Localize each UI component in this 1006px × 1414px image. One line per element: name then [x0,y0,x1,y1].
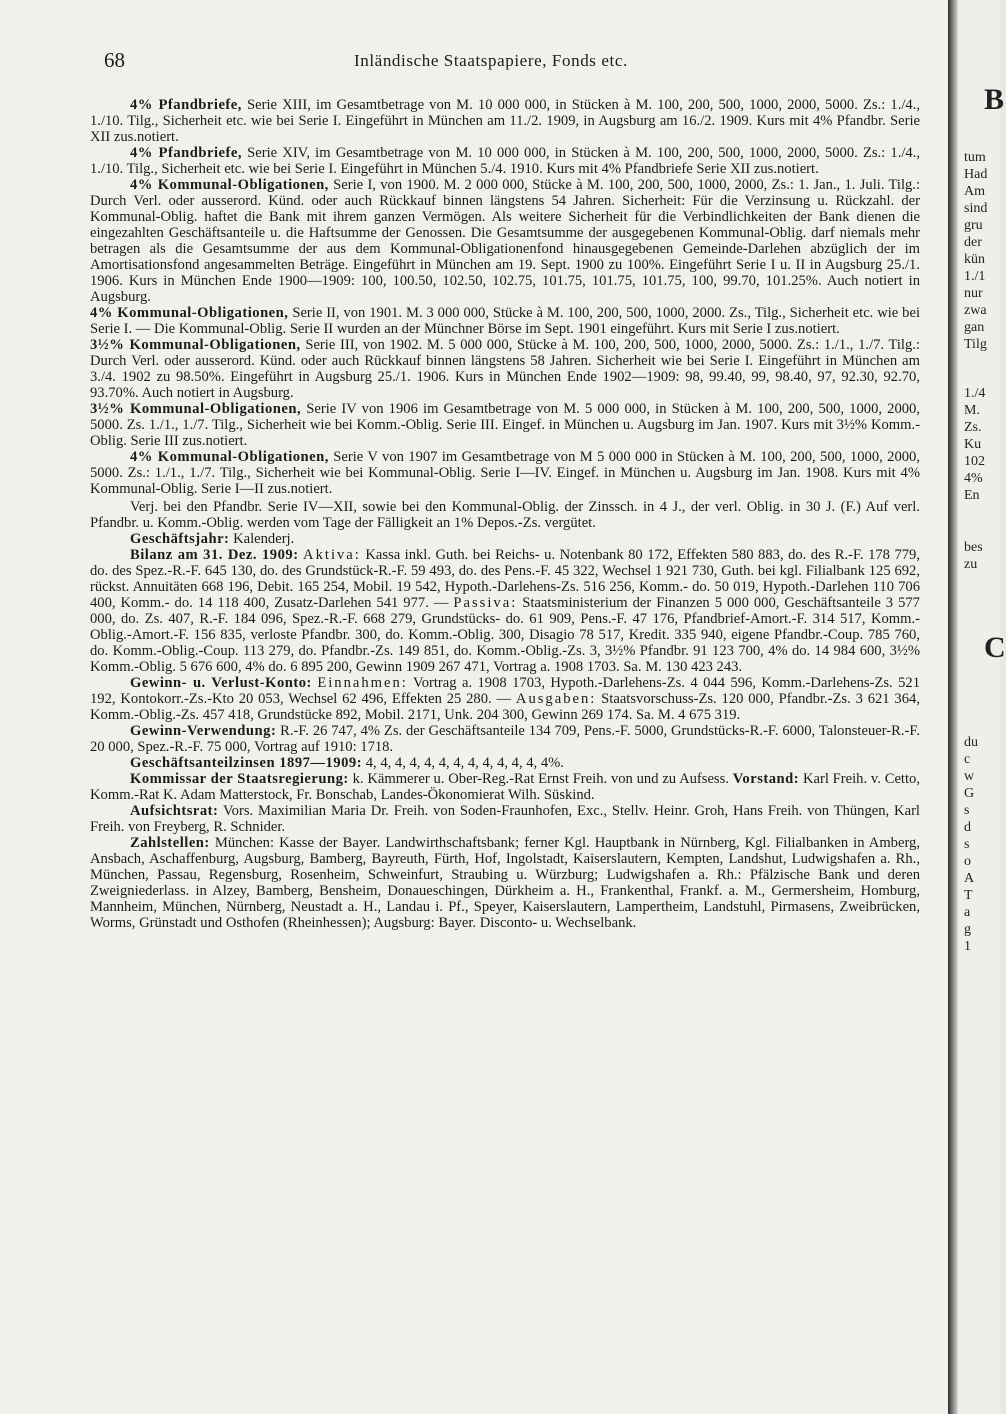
edge-fragment: 1./4 [964,386,986,401]
edge-fragment: w [964,769,975,784]
section-heading: Geschäftsjahr: [130,531,230,547]
edge-fragment: zwa [964,303,987,318]
zahlstellen-paragraph [90,835,920,931]
edge-fragment: zu [964,557,978,572]
section-heading: Aufsichtsrat: [130,803,219,819]
entry-text: Serie II, von 1901. M. 3 000 000, Stücke à M. 100, 200, 500, 1000, 2000. Zs., Tilg., Sicherheit etc. wie bei Serie I. — Die Kommunal-Oblig. Serie II wurden an der Münchner Börse im Sept. 1901 eingeführt. Kurs mit Serie I zus.notiert. [90,305,920,337]
section-heading: Gewinn-Verwendung: [130,723,277,739]
entry-kommunal-ii [90,305,920,337]
section-text: k. Kämmerer u. Ober-Reg.-Rat Ernst Freih. von und zu Aufsess. [352,771,729,787]
geschaeftsjahr-paragraph [90,531,920,547]
page-title: Inländische Staatspapiere, Fonds etc. [354,51,628,70]
edge-fragment: d [964,820,971,835]
edge-fragment: En [964,488,980,503]
verjaehrung-paragraph: Verj. bei den Pfandbr. Serie IV—XII, sowie bei den Kommunal-Oblig. der Zinssch. in 4 J., der verl. Oblig. in 30 J. (F.) Auf verl. Pfandbr. u. Komm.-Oblig. werden vom Tage der Fälligkeit an 1% Depos.-Zs. vergütet. [90,499,920,531]
gewinn-verwendung-paragraph [90,723,920,755]
geschaeftsanteilzinsen-paragraph [90,755,920,771]
edge-fragment: 1./1 [964,269,986,284]
section-heading: Geschäftsanteilzinsen 1897—1909: [130,755,363,771]
document-body [90,97,920,931]
entry-heading: 4% Kommunal-Obligationen, [130,177,329,193]
edge-fragment: Tilg [964,337,987,352]
edge-fragment: M. [964,403,980,418]
section-text: Vors. Maximilian Maria Dr. Freih. von Soden-Fraunhofen, Exc., Stellv. Heinr. Groh, Hans Freih. von Thüngen, Karl Freih. von Freyberg, R. Schnider. [90,803,920,835]
ausgaben-text: Staatsvorschuss-Zs. 120 000, Pfandbr.-Zs. 3 621 364, Komm.-Oblig.-Zs. 457 418, Grundstücke 892, Mobil. 2171, Unk. 204 300, Gewinn 269 174. Sa. M. 4 675 319. [90,691,920,723]
section-heading: Kommissar der Staatsregierung: [130,771,349,787]
passiva-label: Passiva: [453,595,518,611]
edge-fragment: 4% [964,471,983,486]
edge-fragment: der [964,235,982,250]
entry-kommunal-iv [90,401,920,449]
vorstand-text: Karl Freih. v. Cetto, Komm.-Rat K. Adam Matterstock, Fr. Bonschab, Landes-Ökonomierat Wilh. Süskind. [90,771,920,803]
entry-text: Serie V von 1907 im Gesamtbetrage von M 5 000 000 in Stücken à M. 100, 200, 500, 1000, 2000, 5000. Zs.: 1./1., 1./7. Tilg., Sicherheit wie bei Kommunal-Oblig. Serie I—IV. Eingef. in München u. Augsburg im Jan. 1908. Kurs mit 4% Kommunal-Oblig. Serie I—II zus.notiert. [90,449,920,497]
edge-fragment: B [984,83,1005,116]
edge-fragment: Am [964,184,985,199]
adjacent-page-edge [958,0,1006,1414]
entry-text: Serie IV von 1906 im Gesamtbetrage von M. 5 000 000, in Stücken à M. 100, 200, 500, 1000, 2000, 5000. Zs. 1./1., 1./7. Tilg., Sicherheit wie bei Komm.-Oblig. Serie III. Eingef. in München u. Augsburg im Jan. 1907. Kurs mit 3½% Komm.-Oblig. Serie III zus.notiert. [90,401,920,449]
edge-fragment: Zs. [964,420,982,435]
entry-pfandbriefe-xiii [90,97,920,145]
entry-kommunal-i [90,177,920,305]
entry-heading: 3½% Kommunal-Obligationen, [90,337,301,353]
entry-kommunal-iii [90,337,920,401]
section-text: Kalenderj. [233,531,295,547]
section-heading: Gewinn- u. Verlust-Konto: [130,675,312,691]
entry-heading: 4% Kommunal-Obligationen, [130,449,329,465]
page-number: 68 [104,48,125,72]
edge-fragment: s [964,837,970,852]
entry-heading: 4% Pfandbriefe, [130,145,242,161]
section-heading: Bilanz am 31. Dez. 1909: [130,547,299,563]
ausgaben-label: Ausgaben: [515,691,597,707]
aktiva-text: Kassa inkl. Guth. bei Reichs- u. Notenbank 80 172, Effekten 580 883, do. des R.-F. 178 779, do. des Spez.-R.-F. 645 130, do. des Grundstück-R.-F. 59 493, do. des Pens.-F. 45 322, Wechsel 1 921 730, Guth. bei kgl. Filialbank 125 692, rückst. Annuitäten 668 196, Debit. 165 254, Mobil. 19 542, Hypoth.-Darlehens-Zs. 516 256, Komm.- do. 50 019, Hypoth.-Darlehen 110 706 400, Komm.- do. 14 118 400, Zusatz-Darlehen 541 977. — [90,547,920,611]
bilanz-paragraph [90,547,920,675]
entry-heading: 3½% Kommunal-Obligationen, [90,401,302,417]
edge-fragment: C [984,631,1006,664]
passiva-text: Staatsministerium der Finanzen 5 000 000, Geschäftsanteile 3 577 000, do. Zs. 407, R.-F. 184 096, Spez.-R.-F. 668 279, Grundstücks- do. 61 909, Pens.-F. 47 176, Pfandbrief-Amort.-F. 314 517, Komm.-Oblig.-Amort.-F. 156 835, verloste Pfandbr. 300, do. Komm.-Oblig. 300, Disagio 78 517, Kredit. 335 940, eigene Pfandbr.-Coup. 785 760, do. Komm.-Oblig.-Coup. 113 279, do. Pfandbr.-Zs. 149 851, do. Komm.-Oblig.-Zs. 3, 3½% Pfandbr. 91 123 700, 4% do. 14 984 600, 3½% Komm.-Oblig. 5 676 600, 4% do. 6 895 200, Gewinn 1909 267 471, Vortrag a. 1908 1703. Sa. M. 130 423 243. [90,595,920,675]
edge-fragment: o [964,854,971,869]
entry-text: Serie XIV, im Gesamtbetrage von M. 10 000 000, in Stücken à M. 100, 200, 500, 1000, 2000, 5000. Zs.: 1./4., 1./10. Tilg., Sicherheit etc. wie bei Serie I. Eingeführt in München 5./4. 1910. Kurs mit 4% Pfandbriefe Serie XII zus.notiert. [90,145,920,177]
entry-text: Serie III, von 1902. M. 5 000 000, Stücke à M. 100, 200, 500, 1000, 2000, 5000. Zs.: 1./1., 1./7. Tilg.: Durch Verl. oder ausserord. Künd. oder auch Rückkauf binnen längstens 58 Jahren. Sicherheit wie bei Serie I. Eingeführt in München am 3./4. 1902 zu 98.50%. Eingeführt in Augsburg 25./1. 1906. Kurs in München Ende 1902—1909: 98, 99.40, 99, 98.40, 97, 92.30, 92.70, 93.70%. Auch notiert in Augsburg. [90,337,920,401]
section-text: 4, 4, 4, 4, 4, 4, 4, 4, 4, 4, 4, 4, 4%. [365,755,564,771]
edge-fragment: g [964,922,971,937]
edge-fragment: Ku [964,437,982,452]
entry-heading: 4% Kommunal-Obligationen, [90,305,289,321]
edge-fragment: G [964,786,975,801]
edge-fragment: A [964,871,975,886]
edge-fragment: nur [964,286,983,301]
book-gutter [948,0,958,1414]
edge-fragment: Had [964,167,988,182]
entry-heading: 4% Pfandbriefe, [130,97,242,113]
vorstand-heading: Vorstand: [732,771,800,787]
edge-fragment: gru [964,218,983,233]
edge-fragment: sind [964,201,988,216]
edge-fragment: 102 [964,454,985,469]
edge-fragment: 1 [964,939,971,954]
section-text: München: Kasse der Bayer. Landwirthschaftsbank; ferner Kgl. Hauptbank in Nürnberg, Kgl. Filialbanken in Amberg, Ansbach, Aschaffenburg, Augsburg, Bamberg, Bayreuth, Fürth, Hof, Ingolstadt, Kaiserslautern, Kempten, Landshut, Ludwigshafen a. Rh., München, Passau, Regensburg, Rosenheim, Schweinfurt, Straubing u. Würzburg; Ludwigshafen a. Rh.: Pfälzische Bank und deren Zweigniederlass. in Alzey, Bamberg, Bensheim, Donaueschingen, Dürkheim a. H., Frankenthal, Frankf. a. M., Germersheim, Homburg, Mannheim, München, Nürnberg, Neustadt a. H., Landau i. Pf., Speyer, Kaiserslautern, Lampertheim, Landstuhl, Pirmasens, Zweibrücken, Worms, Grünstadt und Osthofen (Rheinhessen); Augsburg: Bayer. Disconto- u. Wechselbank. [90,835,920,931]
edge-fragment: gan [964,320,985,335]
edge-fragment: kün [964,252,985,267]
kommissar-paragraph [90,771,920,803]
einnahmen-text: Vortrag a. 1908 1703, Hypoth.-Darlehens-Zs. 4 044 596, Komm.-Darlehens-Zs. 521 192, Kontokorr.-Zs.-Kto 20 053, Wechsel 62 496, Effekten 25 280. — [90,675,921,707]
edge-fragment: s [964,803,970,818]
einnahmen-label: Einnahmen: [317,675,408,691]
edge-fragment: a [964,905,971,920]
entry-text: Serie XIII, im Gesamtbetrage von M. 10 000 000, in Stücken à M. 100, 200, 500, 1000, 2000, 5000. Zs.: 1./4., 1./10. Tilg., Sicherheit etc. wie bei Serie I. Eingeführt in München am 11./2. 1909, in Augsburg am 16./2. 1909. Kurs mit 4% Pfandbr. Serie XII zus.notiert. [90,97,920,145]
section-heading: Zahlstellen: [130,835,210,851]
gewinn-verlust-paragraph [90,675,920,723]
page-header [104,48,924,78]
entry-text: Serie I, von 1900. M. 2 000 000, Stücke à M. 100, 200, 500, 1000, 2000, Zs.: 1. Jan., 1. Juli. Tilg.: Durch Verl. oder ausserord. Künd. oder auch Rückkauf binnen längstens 54 Jahren. Sicherheit: Für die Verzinsung u. Rückzahl. der Kommunal-Oblig. haftet die Bank mit ihrem ganzen Vermögen. Als weitere Sicherheit für die Verbindlichkeiten der Bank dienen die eingezahlten Geschäftsanteile u. die Haftsumme der Genossen. Die Gesamtsumme der ausgegebenen Kommunal-Oblig. darf niemals mehr betragen als die Gesamtsumme der aus dem Kommunal-Obligationenfond hinausgegebenen Gemeinde-Darlehen abzüglich der im Amortisationsfond angesammelten Beträge. Eingeführt in München am 19. Sept. 1900 zu 100%. Eingeführt Serie I u. II in Augsburg 25./1. 1906. Kurs in München Ende 1900—1909: 100, 100.50, 102.50, 102.75, 101.75, 101.75, 101.75, 100, 99.70, 101.25%. Auch notiert in Augsburg. [90,177,921,305]
section-text: R.-F. 26 747, 4% Zs. der Geschäftsanteile 134 709, Pens.-F. 5000, Grundstücks-R.-F. 6000, Talonsteuer-R.-F. 20 000, Spez.-R.-F. 75 000, Vortrag auf 1910: 1718. [90,723,920,755]
edge-fragment: tum [964,150,986,165]
edge-fragment: du [964,735,978,750]
aktiva-label: Aktiva: [303,547,361,563]
edge-fragment: bes [964,540,983,555]
entry-kommunal-v [90,449,920,497]
entry-pfandbriefe-xiv [90,145,920,177]
edge-fragment: c [964,752,971,767]
edge-fragment: T [964,888,973,903]
aufsichtsrat-paragraph [90,803,920,835]
